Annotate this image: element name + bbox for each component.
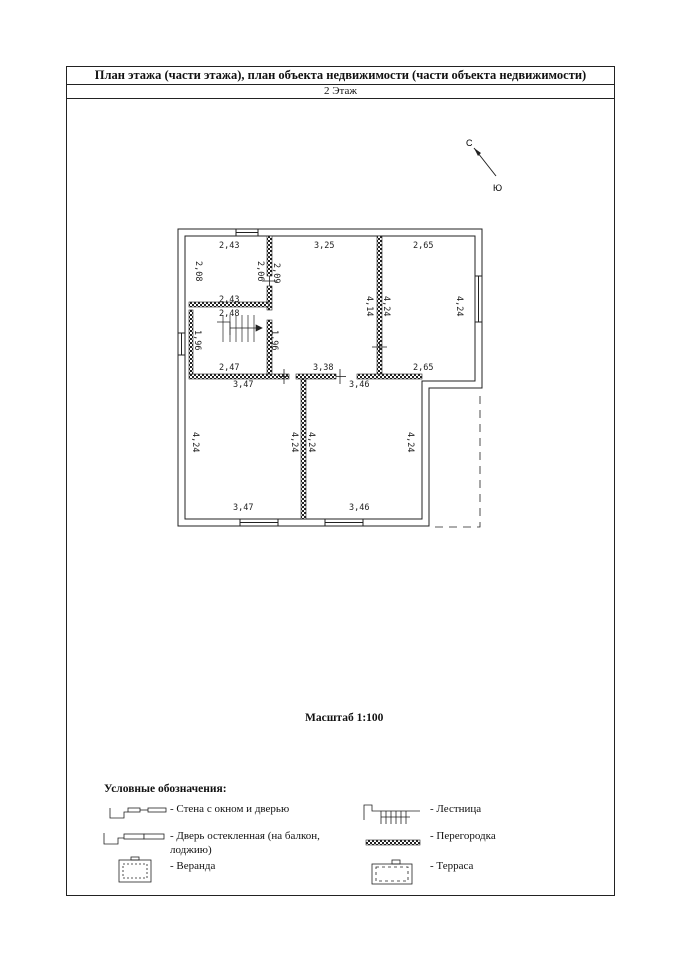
room-4-width: 2,48 — [219, 309, 240, 319]
compass-north: С — [466, 138, 473, 148]
extra-label-6: 4,24 — [289, 432, 299, 453]
room-3-width-bottom: 2,65 — [413, 363, 434, 373]
extra-label-4: 4,24 — [381, 296, 391, 317]
room-6-height: 4,24 — [190, 432, 200, 453]
legend-terrace-icon — [372, 860, 412, 884]
floor-label: 2 Этаж — [67, 84, 614, 99]
legend-veranda-icon — [119, 857, 151, 882]
compass-icon — [466, 138, 502, 193]
compass-south: Ю — [493, 183, 503, 193]
legend-partition-label: - Перегородка — [430, 830, 496, 842]
room-7-height: 4,24 — [405, 432, 415, 453]
room-5-width: 3,38 — [313, 363, 334, 373]
room-4-height: 1,96 — [192, 330, 202, 351]
room-1-height: 2,08 — [193, 261, 203, 282]
sheet-title: План этажа (части этажа), план объекта недвижимости (части объекта недвижимости) — [67, 67, 614, 85]
legend-glazed-door-icon — [104, 833, 164, 844]
room-4-width-bottom: 2,47 — [219, 363, 240, 373]
room-3-width: 2,65 — [413, 241, 434, 251]
legend-terrace-label: - Терраса — [430, 860, 474, 872]
legend-stairs-label: - Лестница — [430, 803, 482, 815]
legend-title: Условные обозначения: — [104, 783, 227, 795]
room-6-width: 3,47 — [233, 380, 254, 390]
room-3-height: 4,24 — [454, 296, 464, 317]
room-7-width-bottom: 3,46 — [349, 503, 370, 513]
room-7-width: 3,46 — [349, 380, 370, 390]
legend-stairs-icon — [364, 805, 420, 824]
scale-label: Масштаб 1:100 — [305, 712, 384, 724]
partitions — [189, 236, 422, 519]
room-1-width: 2,43 — [219, 241, 240, 251]
extra-label-3: 4,14 — [364, 296, 374, 317]
legend-wall-icon — [110, 808, 166, 818]
terrace-outline — [431, 396, 480, 527]
room-1-width-bottom: 2,43 — [219, 295, 240, 305]
room-6-width-bottom: 3,47 — [233, 503, 254, 513]
legend-wall-label: - Стена с окном и дверью — [170, 803, 290, 815]
extra-label-7: 4,24 — [306, 432, 316, 453]
extra-label-5: 1,96 — [269, 330, 279, 351]
legend-partition-icon — [366, 840, 420, 845]
room-2-width: 3,25 — [314, 241, 335, 251]
legend-glazed-door-label: - Дверь остекленная (на балкон, лоджию) — [170, 830, 320, 856]
extra-label-1: 2,06 — [255, 261, 265, 282]
legend-veranda-label: - Веранда — [170, 860, 216, 872]
extra-label-2: 2,09 — [271, 263, 281, 284]
stairs-icon — [217, 315, 262, 342]
